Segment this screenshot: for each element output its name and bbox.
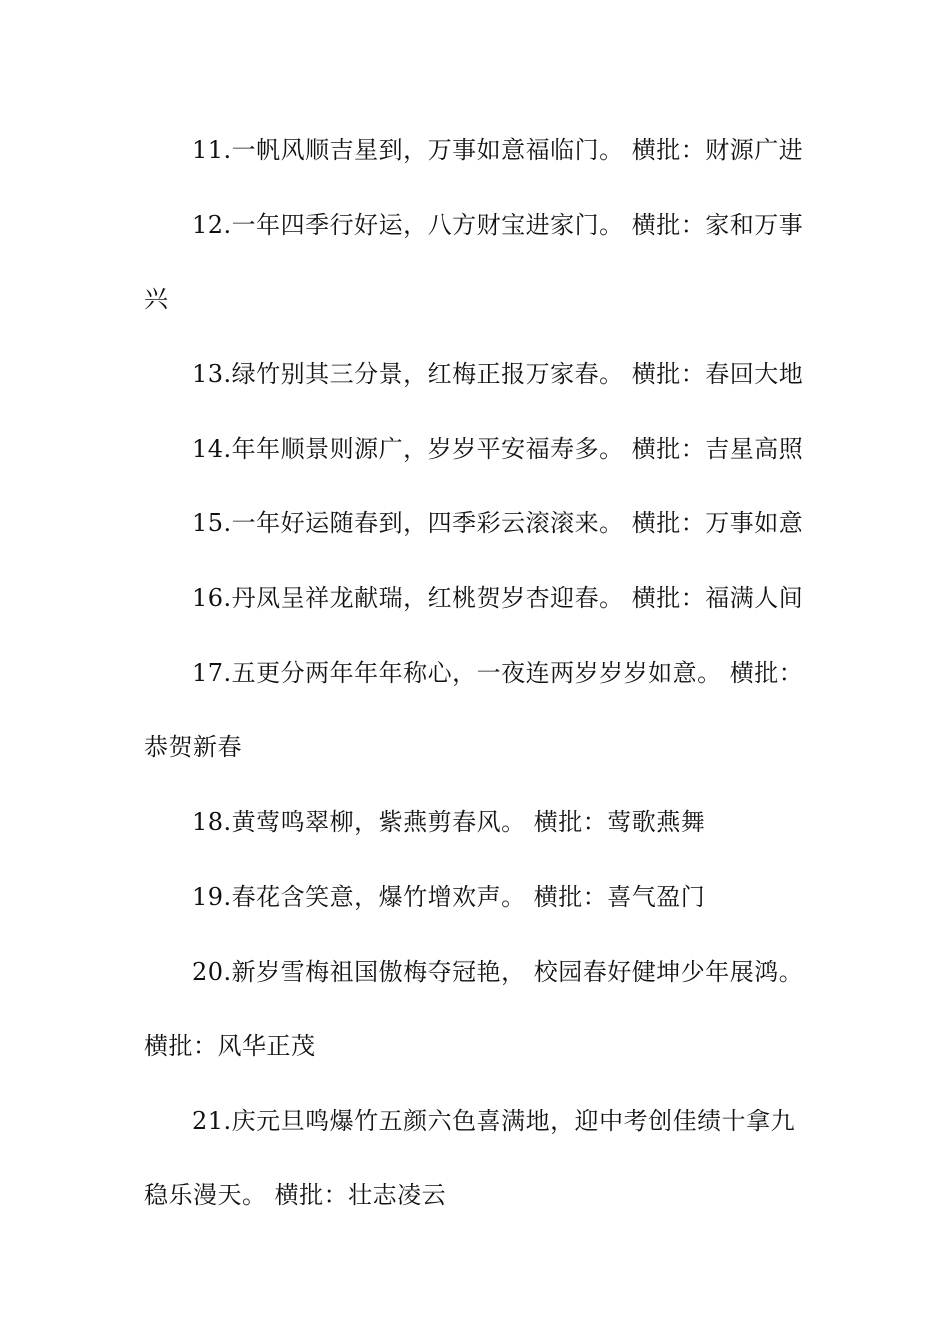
couplet-19: 19.春花含笑意，爆竹增欢声。 横批：喜气盈门	[192, 883, 706, 911]
couplet-12: 12.一年四季行好运，八方财宝进家门。 横批：家和万事兴	[144, 211, 804, 313]
couplet-17: 17.五更分两年年年称心，一夜连两岁岁岁如意。 横批：恭贺新春	[144, 659, 804, 761]
couplet-18: 18.黄莺鸣翠柳，紫燕剪春风。 横批：莺歌燕舞	[192, 808, 706, 836]
couplet-13: 13.绿竹别其三分景，红梅正报万家春。 横批：春回大地	[192, 360, 804, 388]
couplet-21: 21.庆元旦鸣爆竹五颜六色喜满地，迎中考创佳绩十拿九稳乐漫天。 横批：壮志凌云	[144, 1107, 796, 1209]
couplet-11: 11.一帆风顺吉星到，万事如意福临门。 横批：财源广进	[192, 136, 804, 164]
couplet-15: 15.一年好运随春到，四季彩云滚滚来。 横批：万事如意	[192, 509, 804, 537]
couplet-14: 14.年年顺景则源广，岁岁平安福寿多。 横批：吉星高照	[192, 435, 804, 463]
couplet-20: 20.新岁雪梅祖国傲梅夺冠艳， 校园春好健坤少年展鸿。横批：风华正茂	[144, 958, 804, 1060]
couplet-16: 16.丹凤呈祥龙献瑞，红桃贺岁杏迎春。 横批：福满人间	[192, 584, 804, 612]
